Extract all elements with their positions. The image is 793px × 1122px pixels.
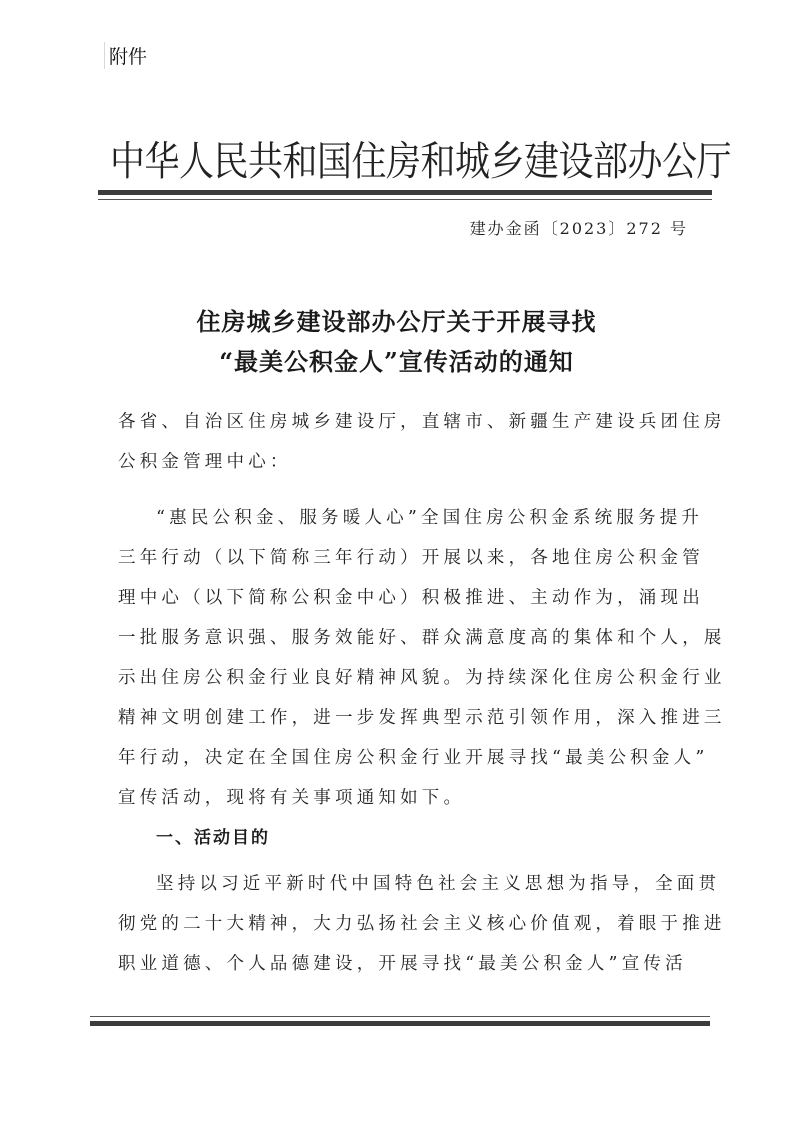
paragraph-line: 三年行动（以下简称三年行动）开展以来，各地住房公积金管 (118, 548, 704, 568)
header-rule-thin (98, 199, 712, 200)
paragraph-line: 宣传活动，现将有关事项通知如下。 (118, 788, 466, 808)
section1-paragraph (118, 864, 726, 984)
notice-title-line-2: “最美公积金人”宣传活动的通知 (219, 347, 574, 376)
paragraph-line: 坚持以习近平新时代中国特色社会主义思想为指导，全面贯 (156, 874, 721, 894)
document-number: 建办金函〔2023〕272 号 (469, 219, 688, 238)
notice-title-line-1: 住房城乡建设部办公厅关于开展寻找 (196, 307, 597, 336)
section-heading-purpose: 一、活动目的 (156, 828, 270, 848)
addressee-line: 各省、自治区住房城乡建设厅，直辖市、新疆生产建设兵团住房 (118, 412, 726, 432)
addressee-line: 公积金管理中心： (118, 452, 292, 472)
issuing-organization-header: 中华人民共和国住房和城乡建设部办公厅 (110, 139, 732, 186)
paragraph-line: 年行动，决定在全国住房公积金行业开展寻找“最美公积金人” (118, 748, 709, 768)
paragraph-line: 职业道德、个人品德建设，开展寻找“最美公积金人”宣传活 (118, 954, 687, 974)
paragraph-line: 示出住房公积金行业良好精神风貌。为持续深化住房公积金行业 (118, 668, 726, 688)
paragraph-line: “惠民公积金、服务暖人心”全国住房公积金系统服务提升 (156, 508, 704, 528)
attachment-label: 附件 (104, 42, 147, 69)
paragraph-line: 精神文明创建工作，进一步发挥典型示范引领作用，深入推进三 (118, 708, 726, 728)
header-rule-thick (98, 190, 712, 195)
addressee-block (118, 402, 726, 482)
paragraph-line: 理中心（以下简称公积金中心）积极推进、主动作为，涌现出 (118, 588, 704, 608)
footer-rule-thin (90, 1016, 710, 1017)
paragraph-line: 彻党的二十大精神，大力弘扬社会主义核心价值观，着眼于推进 (118, 914, 726, 934)
paragraph-line: 一批服务意识强、服务效能好、群众满意度高的集体和个人，展 (118, 628, 726, 648)
intro-paragraph (118, 498, 726, 818)
footer-rule-thick (90, 1021, 710, 1026)
